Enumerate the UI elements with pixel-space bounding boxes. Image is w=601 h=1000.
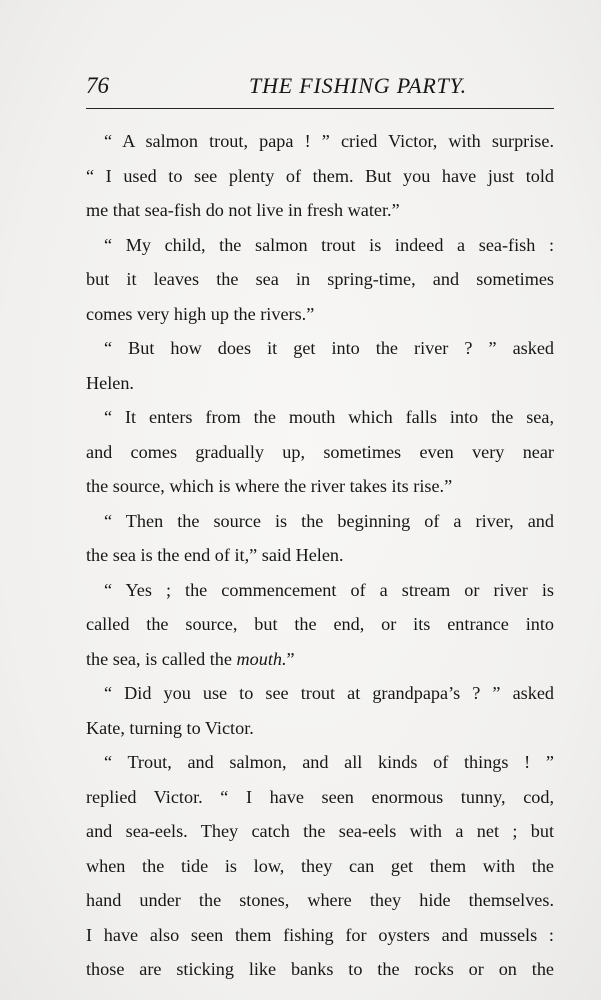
running-title: THE FISHING PARTY. [249,73,467,98]
text-line [86,642,554,677]
text-line: when the tide is low, they can get them with the [86,855,554,876]
text-segment: ” [286,648,295,669]
text-line: “ My child, the salmon trout is indeed a sea-fish : [104,234,554,255]
text-line: “ I used to see plenty of them. But you have just told [86,165,554,186]
text-line: but it leaves the sea in spring-time, and sometimes [86,269,554,289]
text-line: the source, which is where the river takes its rise.” [86,476,453,496]
text-line: comes very high up the rivers.” [86,303,315,324]
text-line: “ Did you use to see trout at grandpapa’s ? ” asked [104,683,554,703]
text-line: me that sea-fish do not live in fresh water.” [86,200,400,220]
page-header [86,68,554,108]
text-line: “ A salmon trout, papa ! ” cried Victor, with surprise. [104,131,554,151]
text-line: “ But how does it get into the river ? ” asked [104,338,554,358]
text-line: I have also seen them fishing for oysters and mussels : [86,924,554,945]
header-rule [86,108,554,109]
text-line: replied Victor. “ I have seen enormous tunny, cod, [86,786,554,807]
text-line: called the source, but the end, or its entrance into [86,614,554,634]
text-line: hand under the stones, where they hide themselves. [86,890,554,910]
text-line: the sea is the end of it,” said Helen. [86,545,344,565]
text-line: “ Then the source is the beginning of a river, and [104,510,554,531]
italic-word: mouth. [236,648,287,669]
page-number: 76 [86,73,109,98]
text-segment: the sea, is called the [86,648,237,669]
text-line: those are sticking like banks to the rocks or on the [86,959,554,979]
text-line: Kate, turning to Victor. [86,717,254,738]
body-text [86,124,554,987]
text-line: “ Trout, and salmon, and all kinds of things ! ” [104,752,554,772]
text-line: “ Yes ; the commencement of a stream or river is [104,579,554,600]
text-line: Helen. [86,372,134,393]
text-line: and comes gradually up, sometimes even very near [86,441,554,462]
text-line: “ It enters from the mouth which falls into the sea, [104,407,554,427]
text-line: and sea-eels. They catch the sea-eels with a net ; but [86,821,554,841]
